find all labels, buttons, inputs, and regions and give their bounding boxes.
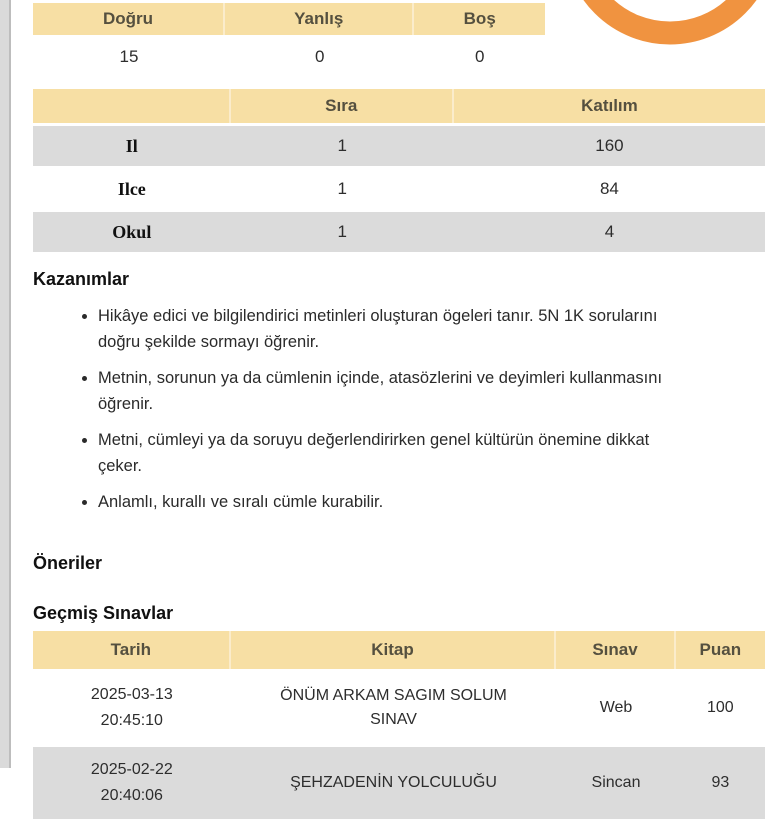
exam-time-value: 20:40:06 (100, 787, 163, 804)
exam-header: Sınav (556, 631, 675, 669)
exam-date (33, 747, 231, 819)
empty-header: Boş (414, 3, 545, 35)
rank-header: Sıra (231, 89, 454, 123)
exam-score: 100 (676, 672, 765, 744)
exam-date-value: 2025-02-22 (90, 761, 173, 778)
page-left-edge (0, 0, 11, 768)
exam-time-value: 20:45:10 (100, 712, 163, 729)
table-row-exam (33, 672, 765, 744)
rank-blank-header (33, 89, 231, 123)
district-rank: 1 (231, 169, 454, 209)
row-label: Il (33, 126, 231, 166)
table-header-row (33, 89, 765, 123)
score-header: Puan (676, 631, 765, 669)
exam-book: ÖNÜM ARKAM SAGIM SOLUM SINAV (231, 672, 557, 744)
suggestions-title: Öneriler (33, 553, 103, 573)
exam-type: Sincan (556, 747, 675, 819)
date-header: Tarih (33, 631, 231, 669)
book-header: Kitap (231, 631, 557, 669)
table-row-province (33, 126, 765, 166)
wrong-count: 0 (225, 38, 414, 76)
district-participation: 84 (454, 169, 765, 209)
table-row (33, 38, 545, 76)
report-content (33, 0, 765, 822)
past-exams-title: Geçmiş Sınavlar (33, 603, 174, 623)
table-header-row (33, 631, 765, 669)
table-row-school (33, 212, 765, 252)
exam-date-value: 2025-03-13 (90, 686, 173, 703)
table-row-district (33, 169, 765, 209)
answer-summary-table (33, 0, 545, 79)
list-item: • Anlamlı, kurallı ve sıralı cümle kurabilir. (98, 489, 683, 515)
list-item: • Metnin, sorunun ya da cümlenin içinde, atasözlerini ve deyimleri kullanmasını öğrenir. (98, 365, 683, 417)
exam-type: Web (556, 672, 675, 744)
achievements-list (33, 303, 765, 515)
exam-score: 93 (676, 747, 765, 819)
achievements-title: Kazanımlar (33, 269, 130, 289)
wrong-header: Yanlış (225, 3, 414, 35)
row-label: Ilce (33, 169, 231, 209)
exam-date (33, 672, 231, 744)
rank-table (33, 86, 765, 255)
exam-book: ŞEHZADENİN YOLCULUĞU (231, 747, 557, 819)
table-row-exam (33, 747, 765, 819)
list-item: • Hikâye edici ve bilgilendirici metinleri oluşturan ögeleri tanır. 5N 1K sorularını doğru şekilde sormayı öğrenir. (98, 303, 683, 355)
table-header-row (33, 3, 545, 35)
school-rank: 1 (231, 212, 454, 252)
correct-count: 15 (33, 38, 225, 76)
correct-header: Doğru (33, 3, 225, 35)
province-rank: 1 (231, 126, 454, 166)
past-exams-table (33, 628, 765, 822)
list-item: • Metni, cümleyi ya da soruyu değerlendirirken genel kültürün önemine dikkat çeker. (98, 427, 683, 479)
participation-header: Katılım (454, 89, 765, 123)
school-participation: 4 (454, 212, 765, 252)
province-participation: 160 (454, 126, 765, 166)
row-label: Okul (33, 212, 231, 252)
empty-count: 0 (414, 38, 545, 76)
